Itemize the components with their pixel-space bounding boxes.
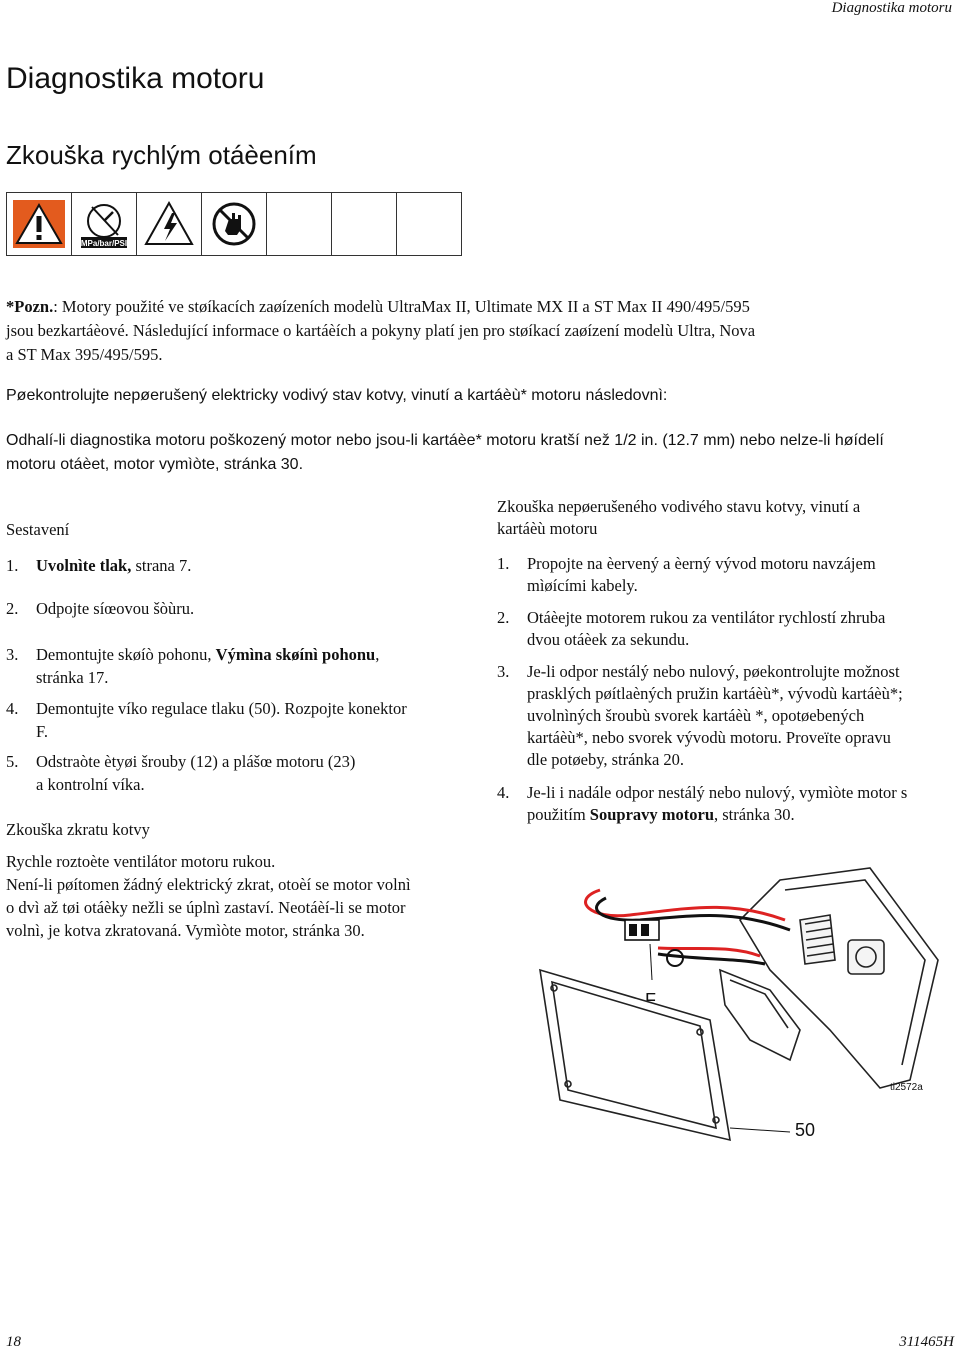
step-number: 4. bbox=[6, 699, 19, 718]
continuity-step bbox=[497, 661, 957, 771]
warning-paragraph bbox=[6, 429, 951, 477]
step-text: Propojte na èervený a èerný vývod motoru navzájem bbox=[527, 554, 876, 573]
motor-assembly-figure bbox=[530, 860, 950, 1150]
assembly-step bbox=[6, 597, 461, 620]
step-text: uvolnìných šroubù svorek kartáèù *, opotøebených bbox=[527, 706, 865, 725]
step-bold-text: Výmìna skøínì pohonu bbox=[215, 645, 376, 664]
empty-icon-cell bbox=[332, 193, 397, 255]
continuity-heading-line: Zkouška nepøerušeného vodivého stavu kotvy, vinutí a bbox=[497, 497, 861, 516]
assembly-step bbox=[6, 697, 461, 743]
connector-f bbox=[625, 920, 683, 980]
step-text: Odstraòte ètyøi šrouby (12) a plášœ motoru (23) bbox=[36, 752, 356, 771]
step-text: , bbox=[375, 645, 380, 664]
step-text: Je-li i nadále odpor nestálý nebo nulový, vymìòte motor s bbox=[527, 783, 908, 802]
motor-frame bbox=[720, 868, 938, 1088]
figure-label-f: F bbox=[645, 990, 656, 1010]
step-text: strana 7. bbox=[131, 556, 192, 575]
electric-shock-icon bbox=[137, 193, 202, 255]
step-text: dvou otáèek za sekundu. bbox=[527, 630, 690, 649]
assembly-step bbox=[6, 750, 461, 796]
note-paragraph bbox=[6, 295, 951, 367]
no-hand-icon bbox=[202, 193, 267, 255]
page-number: 18 bbox=[6, 1334, 21, 1350]
continuity-heading bbox=[497, 496, 957, 540]
section-title: Zkouška rychlým otáèením bbox=[6, 140, 317, 170]
short-test-line: Není-li pøítomen žádný elektrický zkrat, otoèí se motor volnì bbox=[6, 875, 411, 894]
short-test-heading: Zkouška zkratu kotvy bbox=[6, 820, 150, 839]
warning-line: Odhalí-li diagnostika motoru poškozený motor nebo jsou-li kartáèe* motoru kratší než 1/2 in. (12.7 mm) nebo nelze-li høídelí bbox=[6, 432, 884, 449]
step-text: Je-li odpor nestálý nebo nulový, pøekontrolujte možnost bbox=[527, 662, 900, 681]
warning-triangle-icon bbox=[7, 193, 72, 255]
note-label: *Pozn. bbox=[6, 297, 54, 316]
step-text: použitím bbox=[527, 805, 590, 824]
step-text: F. bbox=[36, 722, 48, 741]
figure-ref: ti2572a bbox=[890, 1082, 923, 1093]
pressure-control-cover bbox=[540, 970, 730, 1140]
step-text: Odpojte síœovou šòùru. bbox=[36, 599, 195, 618]
assembly-step bbox=[6, 643, 461, 689]
empty-icon-cell bbox=[267, 193, 332, 255]
warning-icons-strip bbox=[6, 192, 462, 256]
running-header: Diagnostika motoru bbox=[831, 0, 952, 16]
step-text: stránka 17. bbox=[36, 668, 109, 687]
continuity-heading-line: kartáèù motoru bbox=[497, 519, 598, 538]
step-text: dle potøeby, stránka 20. bbox=[527, 750, 685, 769]
document-number: 311465H bbox=[899, 1334, 954, 1350]
warning-line: motoru otáèet, motor vymìòte, stránka 30. bbox=[6, 456, 304, 473]
page-title: Diagnostika motoru bbox=[6, 62, 265, 95]
step-number: 2. bbox=[6, 599, 19, 618]
step-bold-text: Soupravy motoru bbox=[589, 805, 715, 824]
step-text: mìøícími kabely. bbox=[527, 576, 638, 595]
note-text-line: a ST Max 395/495/595. bbox=[6, 345, 163, 364]
note-text-line: jsou bezkartáèové. Následující informace o kartáèích a pokyny platí jen pro støíkací zaøízení modelù Ultra, Nova bbox=[6, 321, 756, 340]
assembly-heading: Sestavení bbox=[6, 520, 70, 539]
empty-icon-cell bbox=[397, 193, 461, 255]
short-test-line: Rychle roztoète ventilátor motoru rukou. bbox=[6, 852, 276, 871]
step-text: a kontrolní víka. bbox=[36, 775, 145, 794]
leader-line-50 bbox=[730, 1128, 790, 1132]
pressure-gauge-icon bbox=[72, 193, 137, 255]
svg-text:MPa/bar/PSI: MPa/bar/PSI bbox=[80, 239, 128, 248]
continuity-step bbox=[497, 607, 957, 651]
step-text: Otáèejte motorem rukou za ventilátor rychlostí zhruba bbox=[527, 608, 886, 627]
step-number: 3. bbox=[6, 645, 19, 664]
step-bold-text: Uvolnìte tlak, bbox=[36, 556, 132, 575]
step-number: 1. bbox=[497, 554, 510, 573]
step-number: 3. bbox=[497, 662, 510, 681]
step-text: Demontujte skøíò pohonu, bbox=[36, 645, 216, 664]
step-text: Demontujte víko regulace tlaku (50). Rozpojte konektor bbox=[36, 699, 407, 718]
check-intro: Pøekontrolujte nepøerušený elektricky vodivý stav kotvy, vinutí a kartáèù* motoru následovnì: bbox=[6, 387, 668, 404]
short-test-paragraph bbox=[6, 850, 461, 942]
short-test-line: o dvì až tøi otáèky nežli se úplnì zastaví. Neotáèí-li se motor bbox=[6, 898, 406, 917]
short-test-line: volnì, je kotva zkratovaná. Vymìòte motor, stránka 30. bbox=[6, 921, 365, 940]
continuity-step bbox=[497, 553, 957, 597]
figure-label-50: 50 bbox=[795, 1120, 816, 1140]
step-number: 4. bbox=[497, 783, 510, 802]
note-text-line: : Motory použité ve støíkacích zaøízeních modelù UltraMax II, Ultimate MX II a ST Max II 490/495/595 bbox=[53, 297, 750, 316]
continuity-step bbox=[497, 782, 957, 826]
step-text: kartáèù*, nebo svorek vývodù motoru. Proveïte opravu bbox=[527, 728, 891, 747]
assembly-step bbox=[6, 554, 461, 577]
step-number: 1. bbox=[6, 556, 19, 575]
step-number: 2. bbox=[497, 608, 510, 627]
step-text: , stránka 30. bbox=[714, 805, 795, 824]
step-text: prasklých pøítlaèných pružin kartáèù*, vývodù kartáèù*; bbox=[527, 684, 903, 703]
step-number: 5. bbox=[6, 752, 19, 771]
